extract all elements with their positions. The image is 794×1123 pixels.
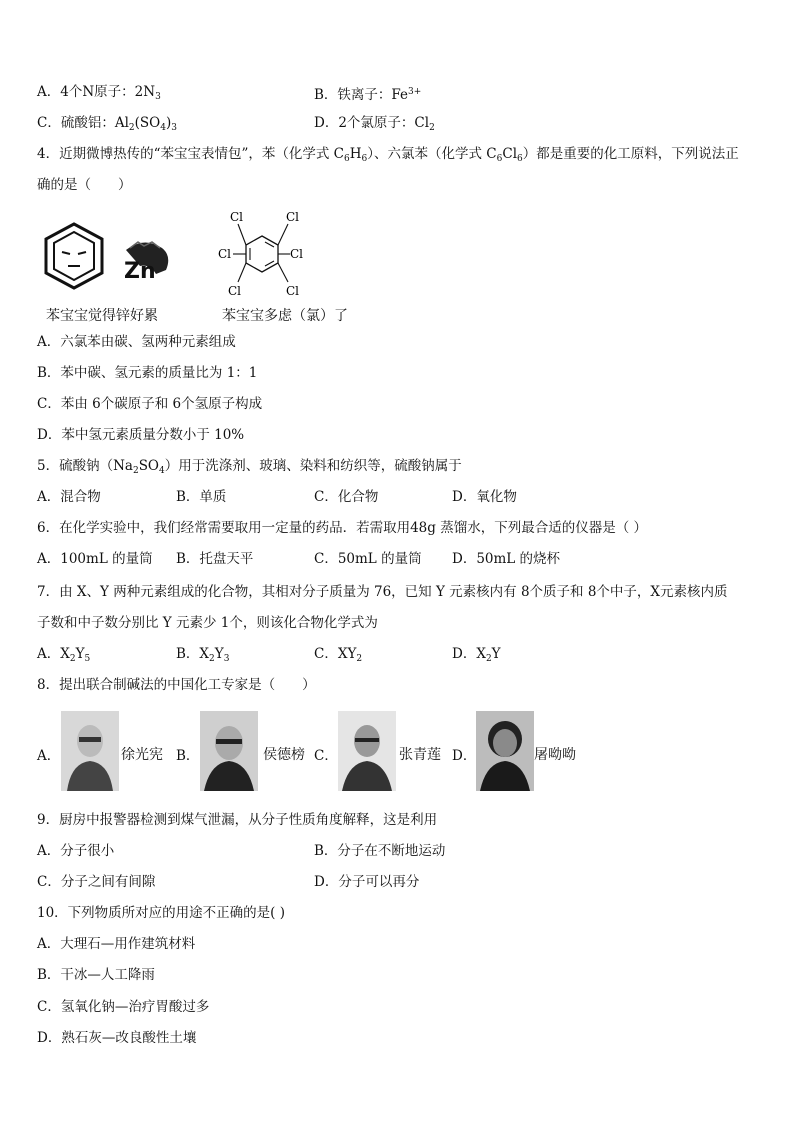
q4-option-b: B．苯中碳、氢元素的质量比为 1：1 — [37, 365, 258, 381]
portrait-tu-youyou — [476, 711, 534, 791]
q4-option-a: A．六氯苯由碳、氢两种元素组成 — [37, 334, 236, 350]
portrait-xu-guangxian — [61, 711, 119, 791]
cl-label-top-right: Cl — [286, 210, 300, 224]
q3-option-c: C．硫酸铝：$Al_2(SO_4)_3$ — [37, 115, 177, 133]
cl-label-left: Cl — [218, 247, 232, 261]
q10-option-a: A．大理石—用作建筑材料 — [37, 936, 196, 952]
q4-stem-line2: 确的是（ ） — [37, 177, 132, 193]
q7-option-a: A．$X_2Y_5$ — [37, 646, 91, 664]
q9-option-d: D．分子可以再分 — [314, 874, 420, 890]
q8-option-c-label: C． — [314, 748, 338, 764]
portrait-hou-debang — [200, 711, 258, 791]
benzene-caption-1: 苯宝宝觉得锌好累 — [46, 308, 158, 324]
q7-option-c: C．$XY_2$ — [314, 646, 363, 664]
q5-option-c: C．化合物 — [314, 489, 379, 505]
q10-option-c: C．氢氧化钠—治疗胃酸过多 — [37, 999, 210, 1015]
benzene-emoji-figure — [38, 218, 188, 308]
emoji-right-eye — [78, 252, 86, 254]
cl-label-top-left: Cl — [230, 210, 244, 224]
q5-stem: 5．硫酸钠$(Na_2SO_4)$用于洗涤剂、玻璃、染料和纺织等，硫酸钠属于 — [37, 458, 462, 476]
q10-stem: 10．下列物质所对应的用途不正确的是( ) — [37, 905, 286, 921]
q6-option-c: C．50mL 的量筒 — [314, 551, 422, 567]
zinc-label: Zn — [124, 259, 156, 284]
q4-stem: 4．近期微博热传的“苯宝宝表情包”，苯（化学式 $C_6H_6$）、六氯苯（化学式 $C_6Cl_6$）都是重要的化工原料，下列说法正 — [37, 146, 739, 164]
hexagon-ring — [246, 236, 278, 272]
q4-option-c: C．苯由 6个碳原子和 6个氢原子构成 — [37, 396, 263, 412]
q5-option-a: A．混合物 — [37, 489, 101, 505]
portrait-zhang-qinglian — [338, 711, 396, 791]
q8-option-b-label: B． — [176, 748, 200, 764]
q9-option-a: A．分子很小 — [37, 843, 115, 859]
q7-option-d: D．$X_2Y$ — [452, 646, 501, 664]
q8-option-a-label: A． — [37, 748, 61, 764]
q5-option-d: D．氧化物 — [452, 489, 517, 505]
q8-stem: 8．提出联合制碱法的中国化工专家是（ ） — [37, 677, 316, 693]
q3-option-d: D．2个氯原子：$Cl_2$ — [314, 115, 435, 133]
q3-option-a: A．4个N原子：$2N_3$ — [37, 84, 161, 102]
q7-option-b: B．$X_2Y_3$ — [176, 646, 230, 664]
cl-label-bottom-right: Cl — [286, 284, 300, 298]
q10-option-d: D．熟石灰—改良酸性土壤 — [37, 1030, 197, 1046]
benzene-caption-2: 苯宝宝多虑（氯）了 — [222, 308, 348, 324]
q6-stem: 6．在化学实验中，我们经常需要取用一定量的药品．若需取用48g 蒸馏水，下列最合适的仪器是（ ） — [37, 520, 647, 536]
q9-stem: 9．厨房中报警器检测到煤气泄漏，从分子性质角度解释，这是利用 — [37, 812, 438, 828]
q7-stem-line2: 子数和中子数分别比 Y 元素少 1个，则该化合物化学式为 — [37, 615, 378, 631]
q4-option-d: D．苯中氢元素质量分数小于 10% — [37, 427, 245, 443]
q8-option-a-name: 徐光宪 — [121, 747, 163, 763]
q8-option-d-name: 屠呦呦 — [534, 747, 576, 763]
q7-stem: 7．由 X、Y 两种元素组成的化合物，其相对分子质量为 76，已知 Y 元素核内有 8个质子和 8个中子，X元素核内质 — [37, 584, 728, 600]
q8-option-d-label: D． — [452, 748, 477, 764]
hexachlorobenzene-structure — [208, 204, 318, 304]
q9-option-c: C．分子之间有间隙 — [37, 874, 156, 890]
q9-option-b: B．分子在不断地运动 — [314, 843, 446, 859]
q3-option-b: B．铁离子：$Fe^{3+}$ — [314, 87, 422, 103]
q8-option-c-name: 张青莲 — [399, 747, 441, 763]
q6-option-a: A．100mL 的量筒 — [37, 551, 153, 567]
q10-option-b: B．干冰—人工降雨 — [37, 967, 155, 983]
cl-label-right: Cl — [290, 247, 304, 261]
q8-option-b-name: 侯德榜 — [263, 747, 305, 763]
cl-label-bottom-left: Cl — [228, 284, 242, 298]
q5-option-b: B．单质 — [176, 489, 227, 505]
benzene-inner-ring — [54, 232, 94, 280]
q6-option-b: B．托盘天平 — [176, 551, 254, 567]
q6-option-d: D．50mL 的烧杯 — [452, 551, 561, 567]
emoji-left-eye — [62, 252, 70, 254]
